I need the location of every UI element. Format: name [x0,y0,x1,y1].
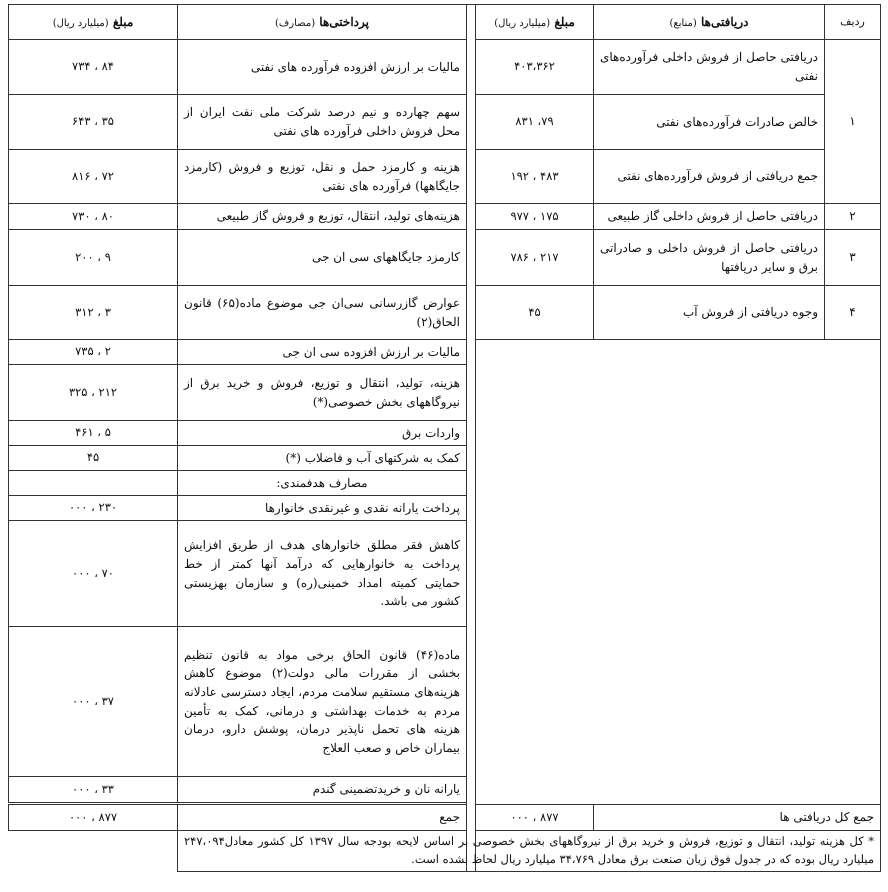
payments-total-amount: ۸۷۷ ، ۰۰۰ [9,805,178,831]
payment-amount: ۲ ، ۷۳۵ [9,340,178,365]
payment-text: مالیات بر ارزش افزوده فرآورده های نفتی [178,40,467,95]
receipt-text: دریافتی حاصل از فروش داخلی گاز طبیعی [594,204,825,230]
payment-text: کاهش فقر مطلق خانوارهای هدف از طریق افزایش پرداخت به خانوارهایی که درآمد آنها کمتر از خط حمایتی کمیته امداد خمینی(ره) و سازمان بهزیستی کشور می باشد. [178,521,467,627]
receipts-amount-header: مبلغ (میلیارد ریال) [476,5,594,40]
row-number: ۴ [825,286,881,340]
payment-text: هزینه، تولید، انتقال و توزیع، فروش و خرید برق از نیروگاههای بخش خصوصی(*) [178,365,467,421]
table-row [9,230,881,286]
payment-amount: ۸۴ ، ۷۳۴ [9,40,178,95]
header-row [9,5,881,40]
table-row [9,95,881,150]
payment-amount: ۳ ، ۳۱۲ [9,286,178,340]
receipts-total-amount: ۸۷۷ ، ۰۰۰ [476,805,594,831]
receipt-text: دریافتی حاصل از فروش داخلی فرآورده‌های نفتی [594,40,825,95]
targeted-subsidies-table [8,4,881,872]
payment-amount: ۷۲ ، ۸۱۶ [9,150,178,204]
note-row [9,831,881,872]
receipt-text: دریافتی حاصل از فروش داخلی و صادراتی برق و سایر دریافتها [594,230,825,286]
payment-text: واردات برق [178,421,467,446]
payment-amount: ۳۵ ، ۶۴۳ [9,95,178,150]
receipt-text: جمع دریافتی از فروش فرآورده‌های نفتی [594,150,825,204]
payment-text: کارمزد جایگاههای سی ان جی [178,230,467,286]
payment-text: مالیات بر ارزش افزوده سی ان جی [178,340,467,365]
row-number: ۲ [825,204,881,230]
row-number: ۱ [825,40,881,204]
receipt-text: خالص صادرات فرآورده‌های نفتی [594,95,825,150]
payment-amount: ۴۵ [9,446,178,471]
payment-amount: ۳۳ ، ۰۰۰ [9,777,178,803]
payment-amount: ۹ ، ۲۰۰ [9,230,178,286]
footnote: * کل هزینه تولید، انتقال و توزیع، فروش و خرید برق از نیروگاههای بخش خصوصی بر اساس لایحه بودجه سال ۱۳۹۷ کل کشور معادل۲۴۷،۰۹۴ میلیارد ریال بوده که در جدول فوق زیان صنعت برق معادل ۳۴،۷۶۹ میلیارد ریال لحاظ نشده است. [178,831,881,872]
receipt-amount: ۴۰۳،۳۶۲ [476,40,594,95]
payment-amount: ۵ ، ۴۶۱ [9,421,178,446]
table-row [9,286,881,340]
payment-text: هزینه‌های تولید، انتقال، توزیع و فروش گاز طبیعی [178,204,467,230]
payment-amount: ۲۳۰ ، ۰۰۰ [9,496,178,521]
payment-section-heading: مصارف هدفمندی: [178,471,467,496]
payment-amount: ۳۷ ، ۰۰۰ [9,627,178,777]
payment-text: یارانه نان و خریدتضمینی گندم [178,777,467,803]
payment-amount: ۷۰ ، ۰۰۰ [9,521,178,627]
receipt-amount: ۷۹، ۸۳۱ [476,95,594,150]
payment-amount: ۸۰ ، ۷۳۰ [9,204,178,230]
payment-amount-empty [9,471,178,496]
receipts-empty-area [476,340,881,805]
payment-amount: ۲۱۲ ، ۳۲۵ [9,365,178,421]
receipt-amount: ۱۷۵ ، ۹۷۷ [476,204,594,230]
payment-text: عوارض گازرسانی سی‌ان جی موضوع ماده(۶۵) قانون الحاق(۲) [178,286,467,340]
radif-header: ردیف [825,5,881,40]
payment-text: هزینه و کارمزد حمل و نقل، توزیع و فروش (کارمزد جایگاهها) فرآورده های نفتی [178,150,467,204]
payment-text: ماده(۴۶) قانون الحاق برخی مواد به قانون تنظیم بخشی از مقررات مالی دولت(۲) موضوع کاهش هزینه‌های مستقیم سلامت مردم، ایجاد دسترسی عادلانه مردم به خدمات بهداشتی و درمانی، کمک به تأمین هزینه های تحمل ناپذیر درمان، پوشش دارو، درمان بیماران خاص و صعب العلاج [178,627,467,777]
table-row [9,150,881,204]
receipts-total-label: جمع کل دریافتی ها [594,805,881,831]
receipt-text: وجوه دریافتی از فروش آب [594,286,825,340]
payment-text: سهم چهارده و نیم درصد شرکت ملی نفت ایران از محل فروش داخلی فرآورده های نفتی [178,95,467,150]
column-gap [467,5,476,872]
totals-row [9,805,881,831]
table-row [9,340,881,365]
payments-amount-header: مبلغ (میلیارد ریال) [9,5,178,40]
table-row [9,204,881,230]
payments-header: پرداختی‌ها (مصارف) [178,5,467,40]
payment-text: کمک به شرکتهای آب و فاضلاب (*) [178,446,467,471]
payments-total-label: جمع [178,805,467,831]
receipt-amount: ۴۵ [476,286,594,340]
receipt-amount: ۲۱۷ ، ۷۸۶ [476,230,594,286]
payment-text: پرداخت یارانه نقدی و غیرنقدی خانوارها [178,496,467,521]
table-row [9,40,881,95]
row-number: ۳ [825,230,881,286]
receipts-header: دریافتی‌ها (منابع) [594,5,825,40]
receipt-amount: ۴۸۳ ، ۱۹۲ [476,150,594,204]
